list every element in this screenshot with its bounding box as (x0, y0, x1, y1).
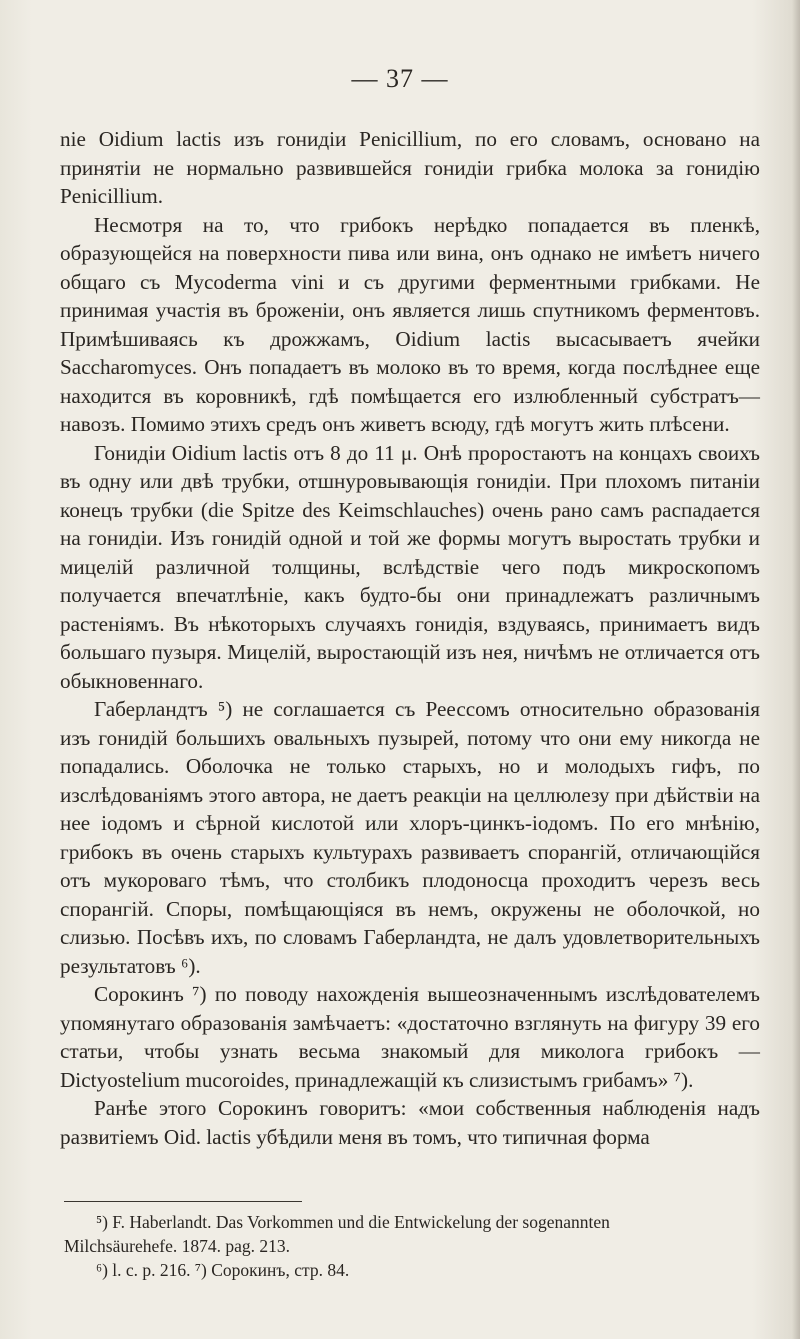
paragraph-1: nie Oidium lactis изъ гонидіи Penicillium, по его словамъ, основано на принятіи не нормально развившейся гонидіи грибка молока за гонидію Penicillium. (60, 127, 760, 208)
page-edge-shadow (792, 0, 800, 1339)
paragraph-6: Ранѣе этого Сорокинъ говоритъ: «мои собственныя наблюденія надъ развитіемъ Oid. lactis убѣдили меня въ томъ, что типичная форма (60, 1096, 760, 1149)
footnote-5-line-1: ⁵) F. Haberlandt. Das Vorkommen und die Entwickelung der sogenannten (96, 1212, 610, 1232)
footnote-divider (64, 1201, 302, 1202)
body-text (60, 125, 760, 1151)
paragraph-4: Габерландтъ ⁵) не соглашается съ Реессомъ относительно образованія изъ гонидій большихъ овальныхъ пузырей, потому что они ему никогда не попадались. Оболочка не только старыхъ, но и молодыхъ гифъ, по изслѣдованіямъ этого автора, не даетъ реакціи на целлюлезу при дѣйствіи на нее іодомъ и сѣрной кислотой или хлоръ-цинкъ-іодомъ. По его мнѣнію, грибокъ въ очень старыхъ культурахъ развиваетъ спорангій, отличающійся отъ мукороваго тѣмъ, что столбикъ плодоносца проходитъ черезъ весь спорангій. Споры, помѣщающіяся въ немъ, окружены не оболочкой, но слизью. Посѣвъ ихъ, по словамъ Габерландта, не далъ удовлетворительныхъ результатовъ ⁶). (60, 697, 760, 978)
paragraph-3: Гонидіи Oidium lactis отъ 8 до 11 μ. Онѣ проростаютъ на концахъ своихъ въ одну или двѣ трубки, отшнуровывающія гонидіи. При плохомъ питаніи конецъ трубки (die Spitze des Keimschlauches) очень рано самъ распадается на гонидіи. Изъ гонидій одной и той же формы могутъ выростать трубки и мицелій различной толщины, вслѣдствіе чего подъ микроскопомъ получается впечатлѣніе, какъ будто-бы они принадлежатъ различнымъ растеніямъ. Въ нѣкоторыхъ случаяхъ гонидія, вздуваясь, принимаетъ видъ большаго пузыря. Мицелій, выростающій изъ нея, ничѣмъ не отличается отъ обыкновеннаго. (60, 440, 760, 693)
footnotes (64, 1210, 744, 1282)
footnote-6-7: ⁶) l. c. p. 216. ⁷) Сорокинъ, стр. 84. (96, 1260, 350, 1280)
footnote-5-line-2: Milchsäurehefe. 1874. pag. 213. (64, 1236, 290, 1256)
paragraph-5: Сорокинъ ⁷) по поводу нахожденія вышеозначеннымъ изслѣдователемъ упомянутаго образованія замѣчаетъ: «достаточно взглянуть на фигуру 39 его статьи, чтобы узнать весьма знакомый для миколога грибокъ — Dictyostelium mucoroides, принадлежащій къ слизистымъ грибамъ» ⁷). (60, 982, 760, 1092)
paragraph-2: Несмотря на то, что грибокъ нерѣдко попадается въ пленкѣ, образующейся на поверхности пива или вина, онъ однако не имѣетъ ничего общаго съ Mycoderma vini и съ другими ферментными грибками. Не принимая участія въ броженіи, онъ является лишь спутникомъ ферментовъ. Примѣшиваясь къ дрожжамъ, Oidium lactis высасываетъ ячейки Saccharomyces. Онъ попадаетъ въ молоко въ то время, когда послѣднее еще находится въ коровникѣ, гдѣ помѣщается его излюбленный субстратъ—навозъ. Помимо этихъ средъ онъ живетъ всюду, гдѣ могутъ жить плѣсени. (60, 212, 760, 436)
page-number: — 37 — (351, 64, 449, 93)
